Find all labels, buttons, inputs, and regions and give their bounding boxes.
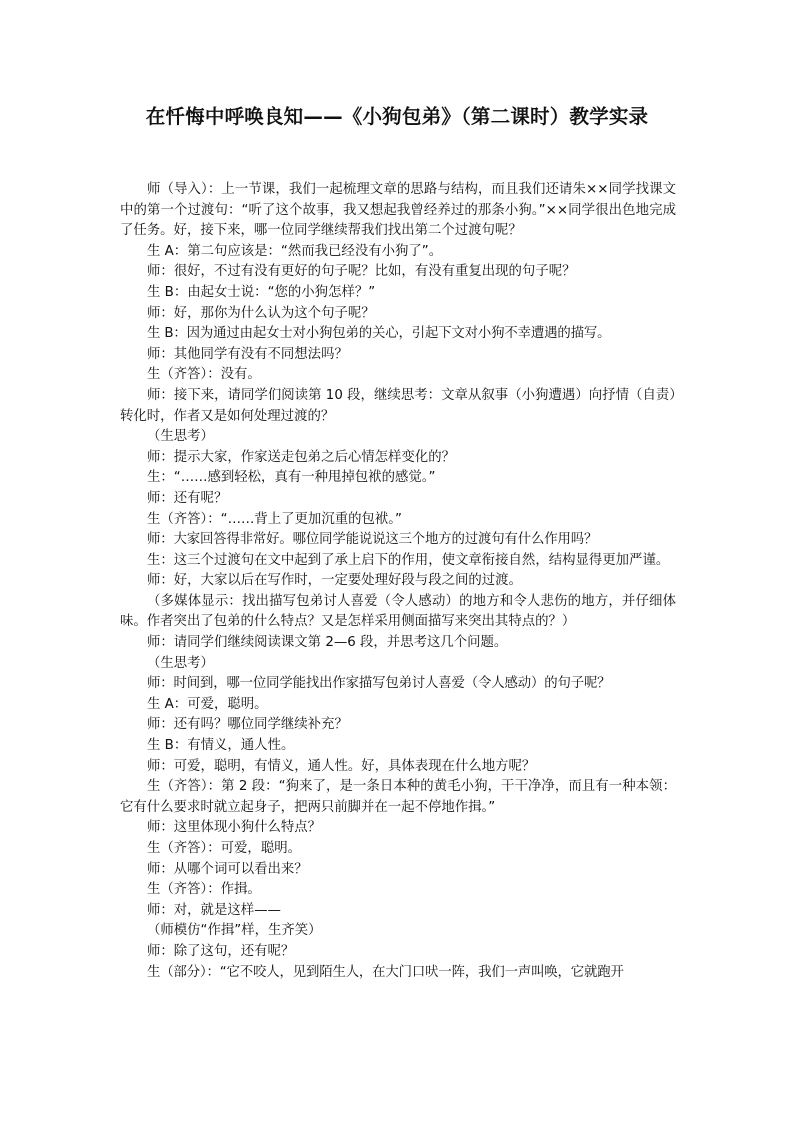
paragraph: 生（齐答）：作揖。 — [147, 882, 261, 898]
paragraph: （多媒体显示：找出描写包弟讨人喜爱（令人感动）的地方和令人悲伤的地方，并仔细体味。作者突出了包弟的什么特点？又是怎样采用侧面描写来突出其特点的？） — [120, 593, 676, 630]
paragraph: （师模仿“作揖”样，生齐笑） — [147, 923, 322, 939]
document-body — [120, 180, 676, 983]
paragraph: 生：这三个过渡句在文中起到了承上启下的作用，使文章衔接自然，结构显得更加严谨。 — [147, 552, 670, 568]
paragraph: 生 B：有情义，通人性。 — [147, 738, 295, 754]
paragraph: 师：还有呢？ — [147, 490, 228, 506]
paragraph: 生 A：可爱，聪明。 — [147, 696, 268, 712]
paragraph: 师：接下来，请同学们阅读第 10 段，继续思考：文章从叙事（小狗遭遇）向抒情（自责）转化时，作者又是如何处理过渡的？ — [120, 387, 676, 424]
document-title: 在忏悔中呼唤良知——《小狗包弟》（第二课时）教学实录 — [145, 105, 649, 128]
paragraph: 师：请同学们继续阅读课文第 2—6 段，并思考这几个问题。 — [147, 635, 508, 651]
paragraph: 生（齐答）：可爱，聪明。 — [147, 841, 301, 856]
paragraph: 生（部分）：“它不咬人，见到陌生人，在大门口吠一阵，我们一声叫唤，它就跑开 — [147, 964, 624, 980]
paragraph: 师：可爱，聪明，有情义，通人性。好，具体表现在什么地方呢？ — [147, 758, 536, 774]
paragraph: 师：从哪个词可以看出来？ — [147, 861, 308, 877]
paragraph: 师：时间到，哪一位同学能找出作家描写包弟讨人喜爱（令人感动）的句子呢？ — [147, 676, 611, 692]
paragraph: 师：对，就是这样—— — [147, 902, 281, 918]
paragraph: 生（齐答）：“……背上了更加沉重的包袱。” — [147, 511, 402, 527]
paragraph: （生思考） — [147, 429, 214, 445]
paragraph: 生（齐答）：第 2 段：“狗来了，是一条日本种的黄毛小狗，干干净净，而且有一种本领：它有什么要求时就立起身子，把两只前脚并在一起不停地作揖。” — [120, 779, 676, 815]
paragraph: 师（导入）：上一节课，我们一起梳理文章的思路与结构，而且我们还请朱××同学找课文中的第一个过渡句：“听了这个故事，我又想起我曾经养过的那条小狗。”××同学很出色地完成了任务。好，接下来，哪一位同学继续帮我们找出第二个过渡句呢？ — [120, 182, 676, 239]
paragraph: 生：“……感到轻松，真有一种甩掉包袱的感觉。” — [147, 470, 436, 486]
paragraph: （生思考） — [147, 655, 214, 671]
paragraph: 师：好，那你为什么认为这个句子呢？ — [147, 305, 375, 321]
paragraph: 生（齐答）：没有。 — [147, 367, 261, 383]
paragraph: 生 A：第二句应该是：“然而我已经没有小狗了”。 — [147, 243, 443, 259]
paragraph: 师：除了这句，还有呢？ — [147, 943, 295, 959]
paragraph: 师：提示大家，作家送走包弟之后心情怎样变化的？ — [147, 449, 455, 465]
paragraph: 师：其他同学有没有不同想法吗？ — [147, 346, 348, 362]
paragraph: 师：这里体现小狗什么特点？ — [147, 820, 322, 836]
paragraph: 生 B：因为通过由起女士对小狗包弟的关心，引起下文对小狗不幸遭遇的描写。 — [147, 326, 611, 342]
paragraph: 师：大家回答得非常好。哪位同学能说说这三个地方的过渡句有什么作用吗？ — [147, 532, 598, 548]
paragraph: 师：还有吗？哪位同学继续补充？ — [147, 717, 348, 733]
paragraph: 师：好，大家以后在写作时，一定要处理好段与段之间的过渡。 — [147, 573, 522, 589]
paragraph: 生 B：由起女士说：“您的小狗怎样？” — [147, 284, 376, 300]
paragraph: 师：很好，不过有没有更好的句子呢？比如，有没有重复出现的句子呢？ — [147, 264, 576, 280]
